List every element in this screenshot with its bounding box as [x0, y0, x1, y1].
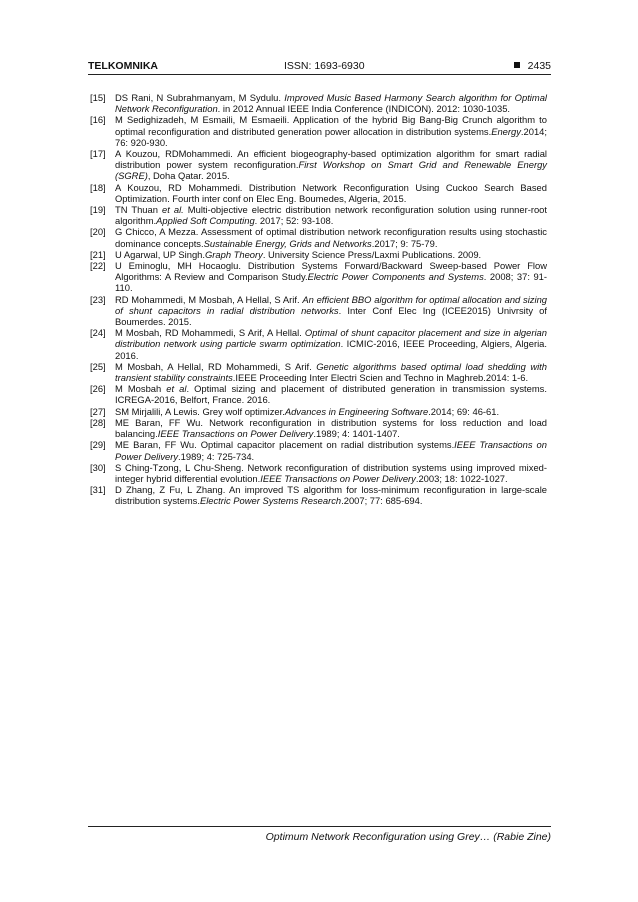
reference-text: U Agarwal, UP Singh. [115, 248, 205, 260]
reference-italic-text: An efficient BBO algorithm for optimal allocation and sizing of shunt capacitors in radial distribution networks [115, 293, 547, 316]
reference-italic-text: Improved Music Based Harmony Search algorithm for Optimal Network Reconfiguration [115, 92, 547, 115]
reference-text: .2003; 18: 1022-1027. [415, 472, 508, 484]
reference-text: RD Mohammedi, M Mosbah, A Hellal, S Arif. [115, 293, 303, 305]
reference-italic-text: IEEE Transactions on Power Delivery [260, 472, 416, 484]
reference-italic-text: Electric Power Systems Research [199, 495, 342, 507]
reference-text: M Sedighizadeh, M Esmaili, M Esmaeili. Application of the hybrid Big Bang-Big Crunch algorithm to optimal reconfiguration and distributed generation power allocation in distribution systems. [115, 114, 547, 137]
reference-text: .2014; 76: 920-930. [115, 125, 547, 148]
reference-list [90, 92, 547, 507]
reference-text: M Mosbah, A Hellal, RD Mohammedi, S Arif. [115, 360, 317, 372]
reference-text: , Doha Qatar. 2015. [147, 170, 230, 182]
reference-italic-text: Applied Soft Computing [156, 215, 255, 227]
reference-italic-text: Advances in Engineering Software [284, 405, 429, 417]
reference-number: [30] [90, 461, 106, 473]
reference-item [90, 406, 547, 417]
reference-item [90, 182, 547, 204]
reference-item [90, 92, 547, 114]
reference-text: ME Baran, FF Wu. Optimal capacitor placement on radial distribution systems. [115, 439, 455, 451]
reference-text: .1989; 4: 1401-1407. [313, 428, 400, 440]
reference-text: .2014; 69: 46-61. [428, 405, 500, 417]
reference-item [90, 462, 547, 484]
reference-text: TN Thuan [115, 204, 162, 216]
reference-text: . in 2012 Annual IEEE India Conference (INDICON). 2012: 1030-1035. [217, 103, 511, 115]
reference-number: [25] [90, 360, 106, 372]
reference-italic-text: Sustainable Energy, Grids and Networks [203, 237, 372, 249]
reference-text: S Ching-Tzong, L Chu-Sheng. Network reconfiguration of distribution systems using improved mixed-integer hybrid differential evolution. [115, 461, 547, 484]
reference-number: [19] [90, 204, 106, 216]
reference-text: . 2017; 52: 93-108. [254, 215, 334, 227]
reference-text: M Mosbah, RD Mohammedi, S Arif, A Hellal. [115, 327, 305, 339]
reference-item [90, 383, 547, 405]
issn: ISSN: 1693-6930 [284, 60, 365, 72]
reference-text: M Mosbah [115, 383, 167, 395]
reference-number: [27] [90, 405, 106, 417]
reference-text: DS Rani, N Subrahmanyam, M Sydulu. [115, 92, 285, 103]
reference-number: [16] [90, 114, 106, 126]
reference-text: . University Science Press/Laxmi Publications. 2009. [262, 248, 482, 260]
reference-text: G Chicco, A Mezza. Assessment of optimal distribution network reconfiguration results using stochastic dominance concepts. [115, 226, 547, 249]
reference-item [90, 204, 547, 226]
page-number: 2435 [527, 60, 551, 72]
reference-text: SM Mirjalili, A Lewis. Grey wolf optimizer. [115, 405, 285, 417]
reference-text: . Optimal sizing and placement of distributed generation in transmission systems. ICREGA-2016, Belfort, France. 2016. [115, 383, 547, 406]
reference-italic-text: Genetic algorithms based optimal load shedding with transient stability constraints [115, 360, 547, 384]
page-footer [88, 826, 551, 843]
reference-text: .2007; 77: 685-694. [341, 495, 423, 507]
reference-number: [23] [90, 293, 106, 305]
reference-text: . Inter Conf Elec Ing (ICEE2015) Univrsity of Boumerdes. 2015. [115, 304, 547, 328]
reference-item [90, 226, 547, 248]
reference-text: . 2008; 37: 91-110. [115, 271, 548, 294]
reference-number: [31] [90, 484, 106, 496]
reference-text: .1989; 4: 725-734. [178, 450, 255, 462]
reference-number: [26] [90, 383, 106, 395]
reference-item [90, 417, 547, 439]
reference-italic-text: IEEE Transactions on Power Delivery [115, 439, 547, 462]
reference-number: [17] [90, 148, 106, 160]
reference-number: [28] [90, 416, 106, 428]
reference-number: [20] [90, 226, 106, 238]
journal-name: TELKOMNIKA [88, 60, 158, 72]
reference-number: [29] [90, 439, 106, 451]
reference-number: [22] [90, 260, 106, 272]
reference-text: .2017; 9: 75-79. [371, 237, 438, 249]
reference-item [90, 148, 547, 182]
reference-text: ME Baran, FF Wu. Network reconfiguration in distribution systems for loss reduction and load balancing. [115, 416, 547, 440]
reference-item [90, 294, 547, 328]
reference-text: D Zhang, Z Fu, L Zhang. An improved TS algorithm for loss-minimum reconfiguration in large-scale distribution systems. [115, 484, 547, 507]
reference-text: .IEEE Proceeding Inter Electri Scien and Techno in Maghreb.2014: 1-6. [232, 372, 529, 384]
reference-italic-text: Electric Power Components and Systems [307, 271, 484, 283]
reference-italic-text: First Workshop on Smart Grid and Renewable Energy (SGRE) [115, 159, 547, 182]
reference-number: [18] [90, 181, 106, 193]
reference-italic-text: Graph Theory [204, 248, 263, 260]
reference-italic-text: Optimal of shunt capacitor placement and size in algerian distribution network using particle swarm optimization [115, 327, 547, 350]
reference-text: U Eminoglu, MH Hocaoglu. Distribution Systems Forward/Backward Sweep-based Power Flow Algorithms: A Review and Comparison Study. [115, 260, 547, 283]
reference-text: Multi-objective electric distribution network reconfiguration solution using runner-root algorithm. [115, 204, 547, 227]
page-number-wrap [514, 60, 551, 72]
reference-item [90, 249, 547, 260]
reference-italic-text: Energy [491, 125, 521, 137]
reference-text: . ICMIC-2016, IEEE Proceeding, Algiers, Algeria. 2016. [115, 338, 547, 361]
reference-text: A Kouzou, RDMohammedi. An efficient biogeography-based optimization algorithm for smart radial distribution power system reconfiguration. [115, 148, 547, 171]
reference-item [90, 114, 547, 148]
reference-number: [21] [90, 248, 106, 260]
reference-item [90, 260, 547, 294]
reference-text: A Kouzou, RD Mohammedi. Distribution Network Reconfiguration Using Cuckoo Search Based Optimization. Fourth inter conf on Elec Eng. Boumedes, Algeria, 2015. [115, 181, 547, 204]
reference-italic-text: et al [166, 383, 187, 395]
reference-item [90, 327, 547, 361]
reference-number: [24] [90, 327, 106, 339]
reference-item [90, 439, 547, 461]
footer-title: Optimum Network Reconfiguration using Grey… (Rabie Zine) [265, 831, 551, 843]
reference-italic-text: et al. [162, 204, 184, 216]
square-bullet-icon [514, 62, 520, 68]
reference-item [90, 484, 547, 506]
reference-item [90, 361, 547, 383]
page-header [88, 60, 551, 75]
reference-italic-text: IEEE Transactions on Power Delivery [157, 428, 314, 440]
reference-number: [15] [90, 92, 106, 103]
